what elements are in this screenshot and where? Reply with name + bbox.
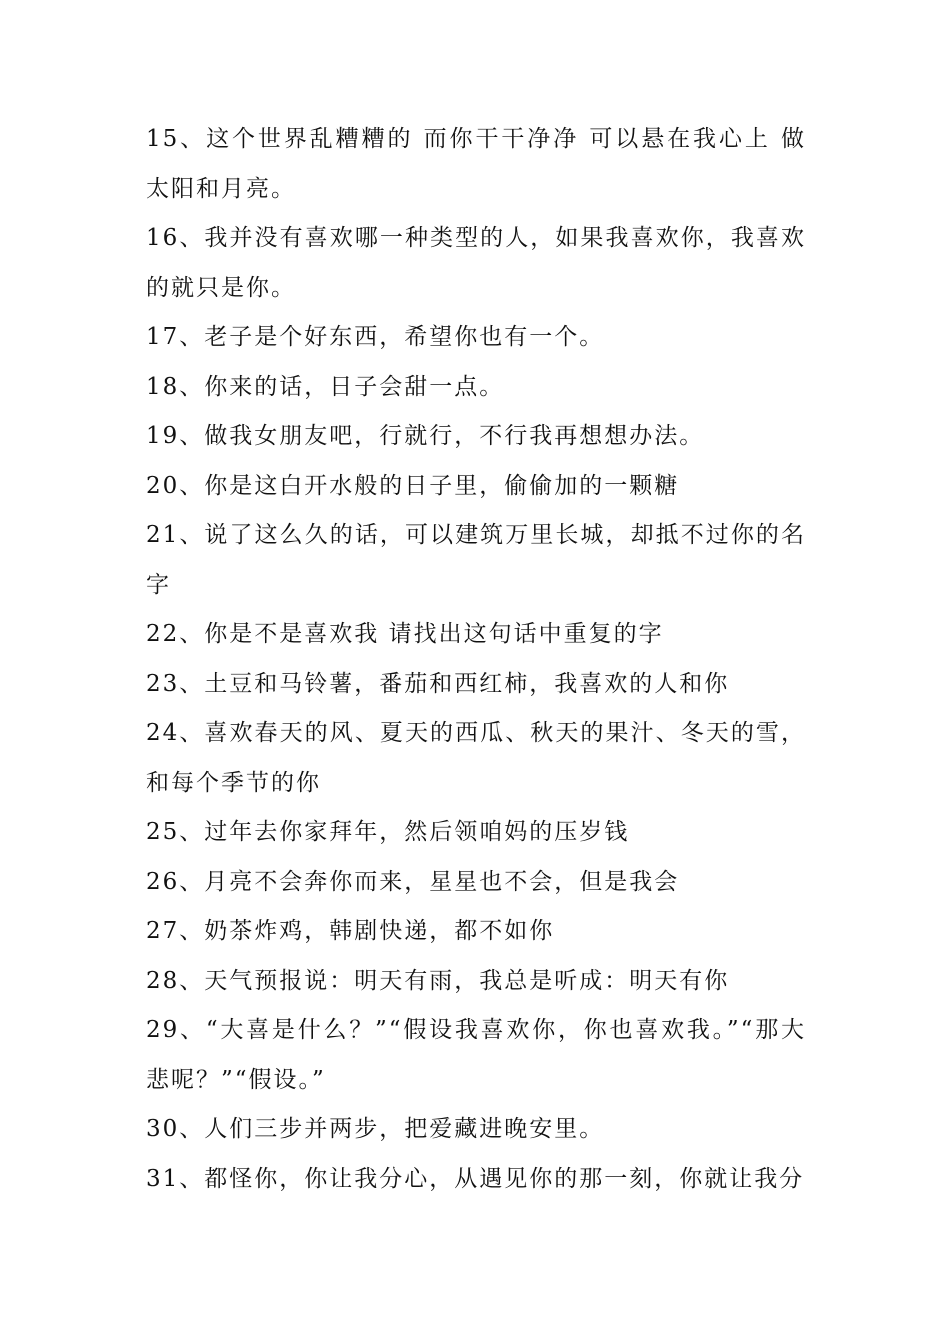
list-item: 15、这个世界乱糟糟的 而你干干净净 可以悬在我心上 做太阳和月亮。 [146,126,806,202]
list-item: 24、喜欢春天的风、夏天的西瓜、秋天的果汁、冬天的雪，和每个季节的你 [146,720,806,796]
list-item: 22、你是不是喜欢我 请找出这句话中重复的字 [146,621,664,647]
list-item: 17、老子是个好东西，希望你也有一个。 [146,324,605,350]
list-item: 25、过年去你家拜年，然后领咱妈的压岁钱 [146,819,630,845]
list-item: 18、你来的话，日子会甜一点。 [146,373,505,400]
list-item: 21、说了这么久的话，可以建筑万里长城，却抵不过你的名字 [146,522,806,598]
list-item: 31、都怪你，你让我分心，从遇见你的那一刻，你就让我分 [146,1165,805,1192]
list-item: 30、人们三步并两步，把爱藏进晚安里。 [146,1116,605,1142]
list-item: 26、月亮不会奔你而来，星星也不会，但是我会 [146,868,680,895]
list-item: 27、奶茶炸鸡，韩剧快递，都不如你 [146,918,555,944]
document-body [146,115,806,1204]
list-item: 23、土豆和马铃薯，番茄和西红柿，我喜欢的人和你 [146,670,730,697]
list-item: 19、做我女朋友吧，行就行，不行我再想想办法。 [146,423,705,449]
list-item: 20、你是这白开水般的日子里，偷偷加的一颗糖 [146,472,680,499]
list-item: 16、我并没有喜欢哪一种类型的人，如果我喜欢你，我喜欢的就只是你。 [146,225,806,301]
list-item: 28、天气预报说：明天有雨，我总是听成：明天有你 [146,967,730,994]
list-item: 29、“大喜是什么？”“假设我喜欢你，你也喜欢我。”“那大悲呢？”“假设。” [146,1017,806,1093]
